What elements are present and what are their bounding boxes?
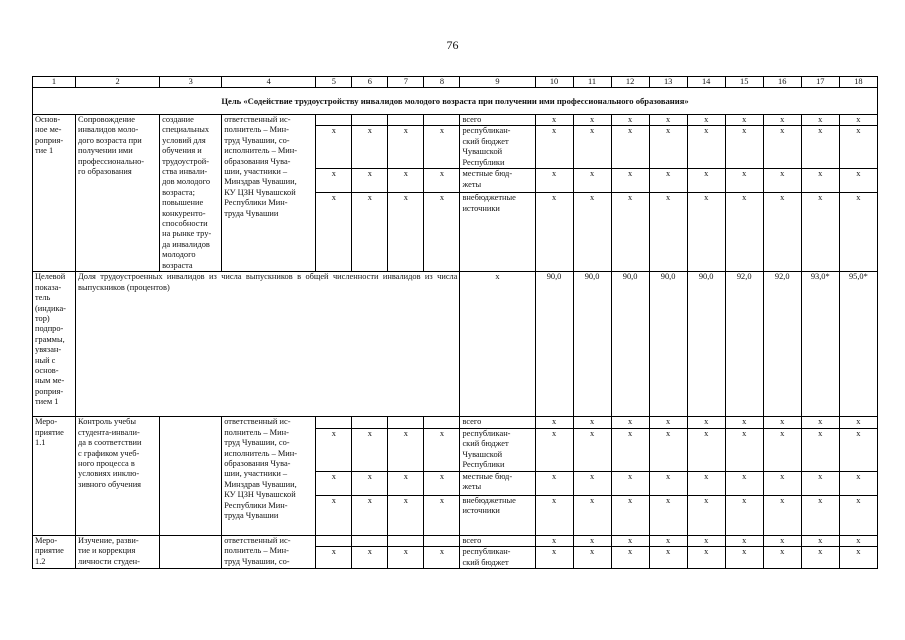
value-cell: x — [801, 193, 839, 272]
value-cell: x — [839, 471, 877, 495]
event-name: Сопровождение инвалидов моло- дого возраста при получении ими профессионально- го образования — [76, 115, 160, 272]
code-cell: x — [316, 495, 352, 535]
table-row — [33, 535, 878, 546]
code-cell: x — [388, 193, 424, 272]
value-cell: x — [725, 169, 763, 193]
value-cell: x — [839, 495, 877, 535]
value-cell: x — [763, 115, 801, 126]
value-cell: x — [535, 428, 573, 471]
indicator-value: 90,0 — [573, 272, 611, 417]
value-cell: x — [535, 547, 573, 569]
code-cell — [316, 115, 352, 126]
column-number: 2 — [76, 77, 160, 88]
expected-result — [160, 535, 222, 568]
funding-source: республикан- ский бюджет Чувашской Республики — [460, 428, 535, 471]
value-cell: x — [763, 417, 801, 428]
value-cell: x — [687, 169, 725, 193]
value-cell: x — [535, 193, 573, 272]
table-row — [33, 115, 878, 126]
program-table — [32, 76, 878, 569]
code-cell: x — [352, 471, 388, 495]
value-cell: x — [573, 428, 611, 471]
value-cell: x — [687, 535, 725, 546]
code-cell — [352, 115, 388, 126]
value-cell: x — [763, 169, 801, 193]
column-number: 5 — [316, 77, 352, 88]
value-cell: x — [801, 547, 839, 569]
goal-row — [33, 88, 878, 115]
value-cell: x — [839, 535, 877, 546]
value-cell: x — [611, 495, 649, 535]
value-cell: x — [611, 169, 649, 193]
event-name: Изучение, разви- тие и коррекция личности студен- — [76, 535, 160, 568]
column-number: 8 — [424, 77, 460, 88]
value-cell: x — [573, 115, 611, 126]
code-cell: x — [424, 547, 460, 569]
value-cell: x — [687, 495, 725, 535]
code-cell: x — [352, 193, 388, 272]
value-cell: x — [839, 417, 877, 428]
value-cell: x — [649, 547, 687, 569]
goal-title: Цель «Содействие трудоустройству инвалидов молодого возраста при получении ими профессионального образования» — [33, 88, 878, 115]
value-cell: x — [725, 428, 763, 471]
code-cell: x — [424, 471, 460, 495]
value-cell: x — [725, 193, 763, 272]
indicator-value: 95,0* — [839, 272, 877, 417]
value-cell: x — [649, 417, 687, 428]
code-cell: x — [316, 471, 352, 495]
funding-source: внебюджетные источники — [460, 193, 535, 272]
indicator-value: 90,0 — [649, 272, 687, 417]
value-cell: x — [611, 417, 649, 428]
value-cell: x — [839, 193, 877, 272]
funding-source: всего — [460, 535, 535, 546]
funding-source: всего — [460, 417, 535, 428]
code-cell — [388, 115, 424, 126]
column-number: 18 — [839, 77, 877, 88]
value-cell: x — [687, 193, 725, 272]
value-cell: x — [573, 126, 611, 169]
value-cell: x — [725, 126, 763, 169]
value-cell: x — [535, 495, 573, 535]
value-cell: x — [649, 169, 687, 193]
column-number: 14 — [687, 77, 725, 88]
indicator-row — [33, 272, 878, 417]
column-number: 4 — [222, 77, 316, 88]
funding-source: внебюджетные источники — [460, 495, 535, 535]
executors: ответственный ис- полнитель – Мин- труд Чувашии, со- исполнитель – Мин- образования Чува- шии, участники – Минздрав Чувашии, КУ ЦЗН Чувашской Республики Мин- труда Чувашии — [222, 417, 316, 535]
value-cell: x — [763, 428, 801, 471]
column-number: 1 — [33, 77, 76, 88]
value-cell: x — [725, 495, 763, 535]
value-cell: x — [763, 495, 801, 535]
value-cell: x — [573, 169, 611, 193]
funding-source: республикан- ский бюджет — [460, 547, 535, 569]
value-cell: x — [839, 428, 877, 471]
page-number: 76 — [446, 38, 459, 52]
event-number: Основ- ное ме- роприя- тие 1 — [33, 115, 76, 272]
code-cell — [388, 417, 424, 428]
event-number: Меро- приятие 1.1 — [33, 417, 76, 535]
value-cell: x — [573, 417, 611, 428]
expected-result: создание специальных условий для обучения и трудоустрой- ства инвали- дов молодого возраста; повышение конкуренто- способности на рынке тру- да инвалидов молодого возраста — [160, 115, 222, 272]
value-cell: x — [687, 547, 725, 569]
value-cell: x — [687, 417, 725, 428]
code-cell: x — [424, 428, 460, 471]
value-cell: x — [763, 535, 801, 546]
code-cell: x — [424, 193, 460, 272]
value-cell: x — [725, 547, 763, 569]
indicator-value: 92,0 — [725, 272, 763, 417]
code-cell: x — [316, 126, 352, 169]
value-cell: x — [611, 428, 649, 471]
value-cell: x — [611, 115, 649, 126]
value-cell: x — [649, 428, 687, 471]
value-cell: x — [801, 495, 839, 535]
value-cell: x — [535, 417, 573, 428]
expected-result — [160, 417, 222, 535]
value-cell: x — [535, 169, 573, 193]
value-cell: x — [687, 115, 725, 126]
funding-source: местные бюд- жеты — [460, 471, 535, 495]
code-cell — [424, 535, 460, 546]
code-cell: x — [388, 547, 424, 569]
event-number: Меро- приятие 1.2 — [33, 535, 76, 568]
code-cell: x — [388, 471, 424, 495]
indicator-value: 90,0 — [687, 272, 725, 417]
code-cell: x — [352, 428, 388, 471]
code-cell: x — [352, 547, 388, 569]
value-cell: x — [649, 535, 687, 546]
indicator-text: Доля трудоустроенных инвалидов из числа выпускников в общей численности инвалидов из числа выпускников (процентов) — [76, 272, 460, 417]
value-cell: x — [649, 471, 687, 495]
indicator-col9: x — [460, 272, 535, 417]
code-cell — [316, 417, 352, 428]
value-cell: x — [535, 126, 573, 169]
value-cell: x — [611, 547, 649, 569]
value-cell: x — [725, 115, 763, 126]
header-row — [33, 77, 878, 88]
column-number: 7 — [388, 77, 424, 88]
value-cell: x — [573, 535, 611, 546]
executors: ответственный ис- полнитель – Мин- труд Чувашии, со- — [222, 535, 316, 568]
value-cell: x — [801, 169, 839, 193]
value-cell: x — [687, 428, 725, 471]
indicator-value: 93,0* — [801, 272, 839, 417]
column-number: 3 — [160, 77, 222, 88]
value-cell: x — [725, 471, 763, 495]
table-row — [33, 417, 878, 428]
code-cell — [352, 535, 388, 546]
value-cell: x — [763, 471, 801, 495]
value-cell: x — [801, 471, 839, 495]
value-cell: x — [801, 417, 839, 428]
value-cell: x — [801, 535, 839, 546]
column-number: 16 — [763, 77, 801, 88]
code-cell: x — [424, 495, 460, 535]
value-cell: x — [573, 193, 611, 272]
code-cell: x — [424, 169, 460, 193]
value-cell: x — [801, 428, 839, 471]
funding-source: всего — [460, 115, 535, 126]
value-cell: x — [649, 115, 687, 126]
value-cell: x — [763, 547, 801, 569]
value-cell: x — [611, 471, 649, 495]
indicator-value: 92,0 — [763, 272, 801, 417]
value-cell: x — [763, 193, 801, 272]
code-cell: x — [388, 428, 424, 471]
column-number: 11 — [573, 77, 611, 88]
code-cell: x — [352, 169, 388, 193]
column-number: 9 — [460, 77, 535, 88]
code-cell — [316, 535, 352, 546]
column-number: 10 — [535, 77, 573, 88]
value-cell: x — [649, 193, 687, 272]
value-cell: x — [535, 471, 573, 495]
value-cell: x — [573, 547, 611, 569]
value-cell: x — [573, 495, 611, 535]
code-cell: x — [388, 126, 424, 169]
code-cell: x — [316, 193, 352, 272]
code-cell: x — [352, 495, 388, 535]
code-cell: x — [388, 495, 424, 535]
value-cell: x — [725, 535, 763, 546]
value-cell: x — [611, 535, 649, 546]
code-cell — [388, 535, 424, 546]
column-number: 6 — [352, 77, 388, 88]
indicator-value: 90,0 — [535, 272, 573, 417]
indicator-value: 90,0 — [611, 272, 649, 417]
value-cell: x — [839, 547, 877, 569]
value-cell: x — [649, 495, 687, 535]
event-name: Контроль учебы студента-инвали- да в соответствии с графиком учеб- ного процесса в условиях инклю- зивного обучения — [76, 417, 160, 535]
value-cell: x — [801, 126, 839, 169]
value-cell: x — [611, 193, 649, 272]
code-cell: x — [352, 126, 388, 169]
value-cell: x — [611, 126, 649, 169]
value-cell: x — [839, 115, 877, 126]
value-cell: x — [839, 126, 877, 169]
value-cell: x — [687, 126, 725, 169]
code-cell — [352, 417, 388, 428]
value-cell: x — [573, 471, 611, 495]
code-cell: x — [424, 126, 460, 169]
value-cell: x — [649, 126, 687, 169]
value-cell: x — [839, 169, 877, 193]
code-cell: x — [316, 428, 352, 471]
column-number: 17 — [801, 77, 839, 88]
value-cell: x — [535, 115, 573, 126]
value-cell: x — [763, 126, 801, 169]
column-number: 12 — [611, 77, 649, 88]
code-cell: x — [316, 547, 352, 569]
code-cell: x — [388, 169, 424, 193]
column-number: 15 — [725, 77, 763, 88]
funding-source: республикан- ский бюджет Чувашской Республики — [460, 126, 535, 169]
code-cell — [424, 417, 460, 428]
indicator-label: Целевой показа- тель (индика- тор) подпро- граммы, увязан- ный с основ- ным ме- роприя- тием 1 — [33, 272, 76, 417]
value-cell: x — [687, 471, 725, 495]
column-number: 13 — [649, 77, 687, 88]
value-cell: x — [535, 535, 573, 546]
code-cell — [424, 115, 460, 126]
funding-source: местные бюд- жеты — [460, 169, 535, 193]
executors: ответственный ис- полнитель – Мин- труд Чувашии, со- исполнитель – Мин- образования Чува- шии, участники – Минздрав Чувашии, КУ ЦЗН Чувашской Республики Мин- труда Чувашии — [222, 115, 316, 272]
code-cell: x — [316, 169, 352, 193]
value-cell: x — [801, 115, 839, 126]
value-cell: x — [725, 417, 763, 428]
